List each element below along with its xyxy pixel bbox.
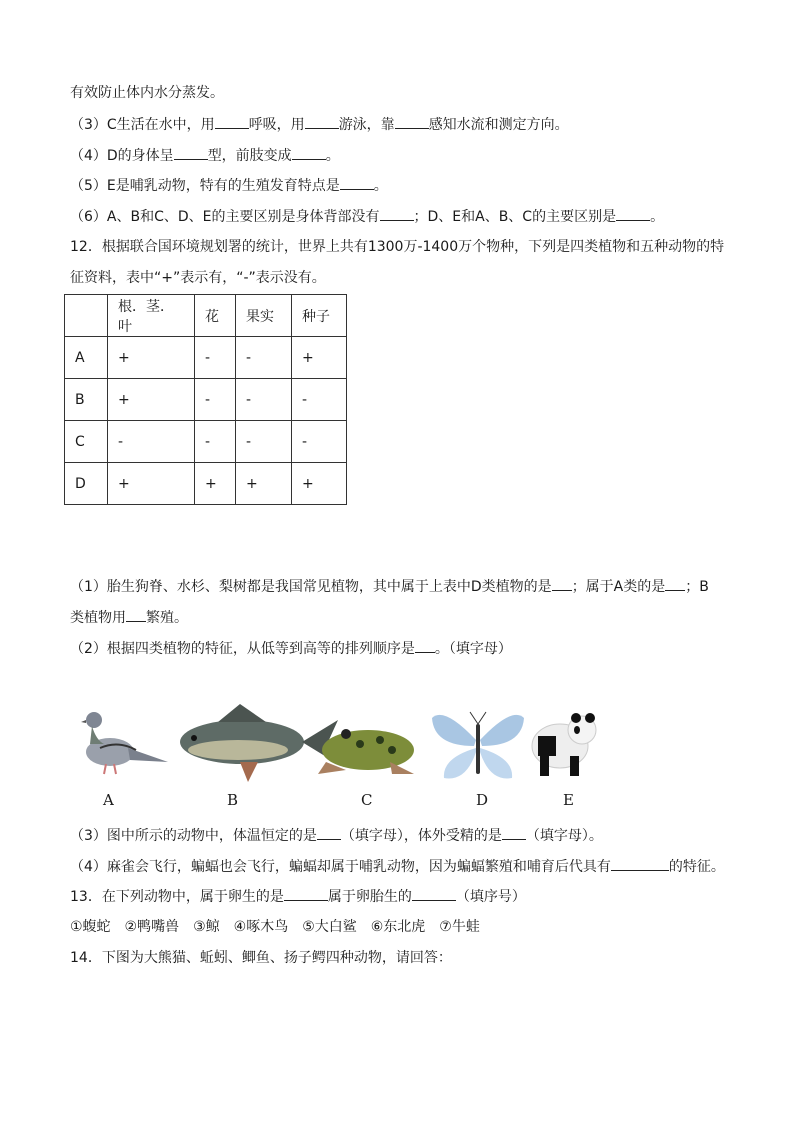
table-cell: + — [195, 463, 236, 505]
answer-blank[interactable] — [292, 145, 326, 160]
answer-blank[interactable] — [395, 114, 429, 129]
answer-blank[interactable] — [415, 638, 435, 653]
question-12-intro-cont: 征资料，表中“+”表示有，“-”表示没有。 — [70, 270, 326, 286]
table-header-row — [65, 295, 347, 337]
table-row — [65, 379, 347, 421]
question-12-4: （4）麻雀会飞行，蝙蝠也会飞行，蝙蝠却属于哺乳动物，因为蝙蝠繁殖和哺育后代具有 的特征。 — [70, 856, 734, 877]
table-header: 种子 — [292, 295, 347, 337]
table-cell: - — [195, 379, 236, 421]
line-prev-answer: 有效防止体内水分蒸发。 — [70, 85, 224, 101]
animal-label-c: C — [361, 791, 373, 809]
table-cell: - — [236, 337, 292, 379]
question-14: 14．下图为大熊猫、蚯蚓、鲫鱼、扬子鳄四种动物，请回答： — [70, 950, 452, 966]
table-header: 花 — [195, 295, 236, 337]
question-13: 13．在下列动物中，属于卵生的是 属于卵胎生的 （填序号） — [70, 886, 734, 907]
answer-blank[interactable] — [174, 145, 208, 160]
animal-label-d: D — [476, 791, 489, 809]
table-cell: - — [292, 421, 347, 463]
answer-blank[interactable] — [126, 607, 146, 622]
pigeon-icon — [81, 712, 168, 774]
question-12-1-cont: 类植物用 繁殖。 — [70, 607, 734, 628]
question-11-3: （3）C生活在水中，用 呼吸，用 游泳，靠 感知水流和测定方向。 — [70, 114, 734, 135]
answer-blank[interactable] — [380, 206, 414, 221]
table-cell: + — [108, 379, 195, 421]
answer-blank[interactable] — [552, 576, 572, 591]
table-row — [65, 421, 347, 463]
table-cell: + — [108, 337, 195, 379]
table-cell: + — [236, 463, 292, 505]
question-12-3: （3）图中所示的动物中，体温恒定的是 （填字母），体外受精的是 （填字母）。 — [70, 825, 734, 846]
question-11-5: （5）E是哺乳动物，特有的生殖发育特点是 。 — [70, 175, 734, 196]
question-11-6: （6）A、B和C、D、E的主要区别是身体背部没有 ；D、E和A、B、C的主要区别是 。 — [70, 206, 734, 227]
table-cell: + — [108, 463, 195, 505]
animal-images — [70, 700, 630, 790]
panda-icon — [532, 713, 596, 776]
answer-blank[interactable] — [305, 114, 339, 129]
butterfly-icon — [432, 712, 524, 778]
plant-feature-table — [64, 294, 347, 505]
animal-figure — [70, 700, 630, 810]
question-12-intro: 12．根据联合国环境规划署的统计，世界上共有1300万-1400万个物种，下列是四类植物和五种动物的特 — [70, 239, 725, 255]
answer-blank[interactable] — [502, 825, 526, 840]
table-cell: C — [65, 421, 108, 463]
answer-blank[interactable] — [317, 825, 341, 840]
table-header: 根．茎．叶 — [108, 295, 195, 337]
table-header — [65, 295, 108, 337]
question-12-2: （2）根据四类植物的特征，从低等到高等的排列顺序是 。（填字母） — [70, 638, 734, 659]
table-row — [65, 463, 347, 505]
table-cell: - — [195, 337, 236, 379]
animal-label-e: E — [563, 791, 574, 809]
fish-icon — [180, 704, 338, 782]
answer-blank[interactable] — [611, 856, 669, 871]
table-cell: A — [65, 337, 108, 379]
table-cell: - — [292, 379, 347, 421]
table-cell: + — [292, 463, 347, 505]
answer-blank[interactable] — [340, 175, 374, 190]
question-11-4: （4）D的身体呈 型，前肢变成 。 — [70, 145, 734, 166]
table-cell: B — [65, 379, 108, 421]
answer-blank[interactable] — [215, 114, 249, 129]
frog-icon — [318, 729, 414, 774]
animal-label-a: A — [103, 791, 114, 809]
table-cell: - — [236, 421, 292, 463]
table-cell: - — [108, 421, 195, 463]
table-row — [65, 337, 347, 379]
animal-label-b: B — [227, 791, 239, 809]
table-cell: + — [292, 337, 347, 379]
table-cell: D — [65, 463, 108, 505]
table-cell: - — [195, 421, 236, 463]
answer-blank[interactable] — [616, 206, 650, 221]
table-header: 果实 — [236, 295, 292, 337]
answer-blank[interactable] — [412, 886, 456, 901]
answer-blank[interactable] — [665, 576, 685, 591]
table-cell: - — [236, 379, 292, 421]
answer-blank[interactable] — [284, 886, 328, 901]
question-13-options: ①蝮蛇 ②鸭嘴兽 ③鲸 ④啄木鸟 ⑤大白鲨 ⑥东北虎 ⑦牛蛙 — [70, 919, 480, 935]
question-12-1: （1）胎生狗脊、水杉、梨树都是我国常见植物，其中属于上表中D类植物的是 ；属于A类的是 ；B — [70, 576, 734, 597]
